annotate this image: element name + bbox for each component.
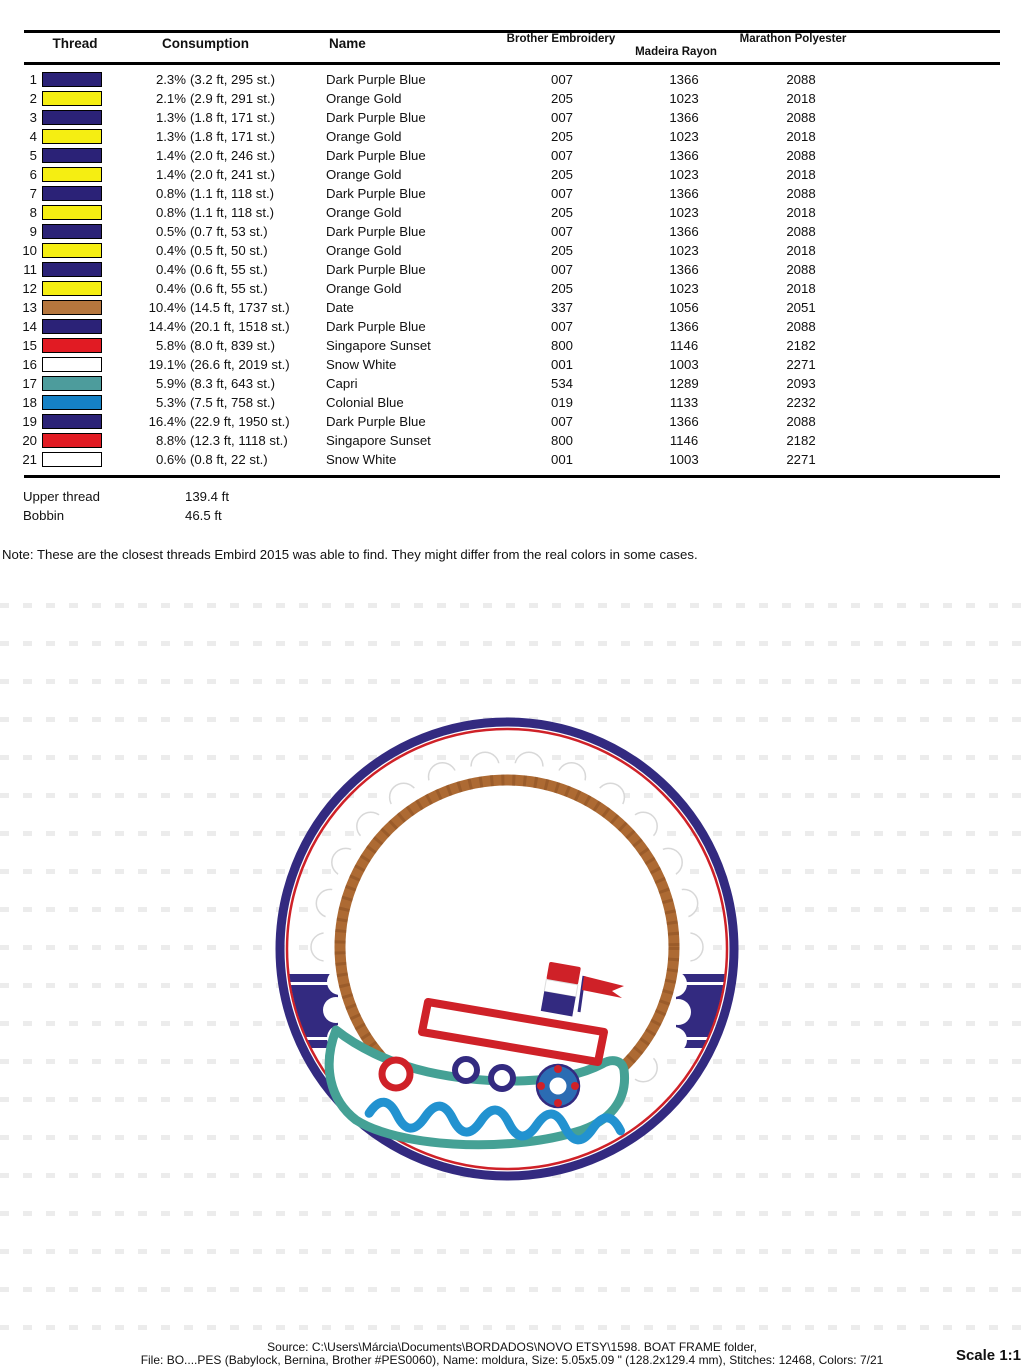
consumption-cell: 16.4% (22.9 ft, 1950 st.) <box>148 414 290 429</box>
thread-color-swatch <box>42 414 102 429</box>
table-row <box>0 203 1024 222</box>
row-number: 14 <box>22 319 37 334</box>
embroidery-design-preview <box>272 714 742 1184</box>
brother-code-cell: 007 <box>550 110 573 125</box>
header-madeira-rayon: Madeira Rayon <box>635 46 717 58</box>
bobbin-label: Bobbin <box>23 508 65 523</box>
row-number: 6 <box>29 167 37 182</box>
marathon-code-cell: 2088 <box>786 148 816 163</box>
table-row <box>0 450 1024 469</box>
madeira-code-cell: 1023 <box>669 129 699 144</box>
footer-file-line: File: BO....PES (Babylock, Bernina, Brother #PES0060), Name: moldura, Size: 5.05x5.09 " (128.2x129.4 mm), Stitches: 12468, Colors: 7/21 <box>140 1353 884 1367</box>
note-text: Note: These are the closest threads Embird 2015 was able to find. They might differ from the real colors in some cases. <box>2 547 698 562</box>
table-row <box>0 127 1024 146</box>
row-number: 12 <box>22 281 37 296</box>
table-row <box>0 222 1024 241</box>
thread-color-swatch <box>42 281 102 296</box>
brother-code-cell: 205 <box>550 91 573 106</box>
thread-name-cell: Orange Gold <box>326 243 402 258</box>
marathon-code-cell: 2018 <box>786 129 816 144</box>
row-number: 15 <box>22 338 37 353</box>
row-number: 17 <box>22 376 37 391</box>
madeira-code-cell: 1366 <box>669 186 699 201</box>
thread-name-cell: Dark Purple Blue <box>326 262 426 277</box>
row-number: 21 <box>22 452 37 467</box>
bobbin-value: 46.5 ft <box>185 508 222 523</box>
header-marathon-polyester: Marathon Polyester <box>739 33 847 45</box>
thread-color-swatch <box>42 262 102 277</box>
row-number: 13 <box>22 300 37 315</box>
table-row <box>0 412 1024 431</box>
brother-code-cell: 800 <box>550 338 573 353</box>
thread-name-cell: Dark Purple Blue <box>326 414 426 429</box>
row-number: 3 <box>29 110 37 125</box>
thread-color-swatch <box>42 338 102 353</box>
marathon-code-cell: 2018 <box>786 167 816 182</box>
row-number: 10 <box>22 243 37 258</box>
brother-code-cell: 007 <box>550 72 573 87</box>
madeira-code-cell: 1366 <box>669 319 699 334</box>
marathon-code-cell: 2088 <box>786 72 816 87</box>
table-row <box>0 336 1024 355</box>
row-number: 18 <box>22 395 37 410</box>
table-row <box>0 146 1024 165</box>
thread-color-swatch <box>42 319 102 334</box>
marathon-code-cell: 2088 <box>786 186 816 201</box>
marathon-code-cell: 2271 <box>786 452 816 467</box>
porthole <box>455 1059 477 1081</box>
consumption-cell: 1.3% (1.8 ft, 171 st.) <box>155 129 276 144</box>
table-row <box>0 431 1024 450</box>
porthole <box>491 1067 513 1089</box>
brother-code-cell: 007 <box>550 224 573 239</box>
table-row <box>0 374 1024 393</box>
brother-code-cell: 007 <box>550 319 573 334</box>
consumption-cell: 1.3% (1.8 ft, 171 st.) <box>155 110 276 125</box>
thread-name-cell: Dark Purple Blue <box>326 224 426 239</box>
thread-name-cell: Snow White <box>326 357 397 372</box>
consumption-cell: 0.8% (1.1 ft, 118 st.) <box>155 186 275 201</box>
table-row <box>0 165 1024 184</box>
table-row <box>0 279 1024 298</box>
madeira-code-cell: 1133 <box>669 395 699 410</box>
thread-color-swatch <box>42 433 102 448</box>
thread-name-cell: Snow White <box>326 452 397 467</box>
footer-source-line: Source: C:\Users\Márcia\Documents\BORDADOS\NOVO ETSY\1598. BOAT FRAME folder, <box>267 1340 757 1354</box>
thread-name-cell: Colonial Blue <box>326 395 404 410</box>
madeira-code-cell: 1366 <box>669 414 699 429</box>
brother-code-cell: 001 <box>550 357 573 372</box>
consumption-cell: 0.8% (1.1 ft, 118 st.) <box>155 205 275 220</box>
header-consumption: Consumption <box>162 36 249 51</box>
hull-porthole-ring <box>382 1060 410 1088</box>
thread-color-swatch <box>42 72 102 87</box>
madeira-code-cell: 1003 <box>669 452 699 467</box>
brother-code-cell: 337 <box>550 300 573 315</box>
brother-code-cell: 205 <box>550 167 573 182</box>
consumption-cell: 0.4% (0.6 ft, 55 st.) <box>155 281 268 296</box>
consumption-cell: 14.4% (20.1 ft, 1518 st.) <box>148 319 290 334</box>
thread-color-swatch <box>42 243 102 258</box>
marathon-code-cell: 2182 <box>786 338 816 353</box>
table-row <box>0 108 1024 127</box>
consumption-cell: 2.1% (2.9 ft, 291 st.) <box>155 91 276 106</box>
consumption-cell: 0.5% (0.7 ft, 53 st.) <box>155 224 268 239</box>
thread-name-cell: Date <box>326 300 354 315</box>
brother-code-cell: 534 <box>550 376 573 391</box>
thread-name-cell: Orange Gold <box>326 167 402 182</box>
header-brother-embroidery: Brother Embroidery <box>506 33 616 45</box>
thread-name-cell: Dark Purple Blue <box>326 319 426 334</box>
table-body <box>0 70 1024 469</box>
brother-code-cell: 205 <box>550 281 573 296</box>
consumption-cell: 5.3% (7.5 ft, 758 st.) <box>155 395 276 410</box>
thread-color-swatch <box>42 395 102 410</box>
consumption-cell: 0.4% (0.5 ft, 50 st.) <box>155 243 268 258</box>
thread-name-cell: Capri <box>326 376 358 391</box>
table-header-rule <box>24 62 1000 65</box>
row-number: 2 <box>29 91 37 106</box>
madeira-code-cell: 1003 <box>669 357 699 372</box>
brother-code-cell: 205 <box>550 205 573 220</box>
bobbin-total <box>23 508 222 523</box>
marathon-code-cell: 2088 <box>786 319 816 334</box>
row-number: 19 <box>22 414 37 429</box>
marathon-code-cell: 2088 <box>786 110 816 125</box>
upper-thread-value: 139.4 ft <box>185 489 229 504</box>
consumption-cell: 19.1% (26.6 ft, 2019 st.) <box>148 357 290 372</box>
brother-code-cell: 007 <box>550 186 573 201</box>
table-bottom-rule <box>24 475 1000 478</box>
madeira-code-cell: 1023 <box>669 243 699 258</box>
table-row <box>0 298 1024 317</box>
consumption-cell: 8.8% (12.3 ft, 1118 st.) <box>155 433 288 448</box>
table-row <box>0 184 1024 203</box>
upper-thread-total <box>23 489 229 504</box>
marathon-code-cell: 2088 <box>786 262 816 277</box>
lifebuoy <box>537 1065 579 1107</box>
thread-name-cell: Singapore Sunset <box>326 433 431 448</box>
marathon-code-cell: 2018 <box>786 205 816 220</box>
consumption-cell: 1.4% (2.0 ft, 246 st.) <box>155 148 276 163</box>
thread-name-cell: Orange Gold <box>326 205 402 220</box>
row-number: 8 <box>29 205 37 220</box>
table-row <box>0 355 1024 374</box>
thread-color-swatch <box>42 452 102 467</box>
madeira-code-cell: 1023 <box>669 281 699 296</box>
thread-name-cell: Dark Purple Blue <box>326 186 426 201</box>
thread-color-swatch <box>42 167 102 182</box>
header-thread: Thread <box>52 36 98 51</box>
thread-color-swatch <box>42 110 102 125</box>
marathon-code-cell: 2088 <box>786 414 816 429</box>
row-number: 1 <box>29 72 37 87</box>
thread-name-cell: Singapore Sunset <box>326 338 431 353</box>
madeira-code-cell: 1366 <box>669 110 699 125</box>
thread-name-cell: Dark Purple Blue <box>326 72 426 87</box>
thread-color-swatch <box>42 129 102 144</box>
brother-code-cell: 019 <box>550 395 573 410</box>
row-number: 20 <box>22 433 37 448</box>
madeira-code-cell: 1366 <box>669 148 699 163</box>
madeira-code-cell: 1366 <box>669 224 699 239</box>
marathon-code-cell: 2051 <box>786 300 816 315</box>
marathon-code-cell: 2093 <box>786 376 816 391</box>
row-number: 11 <box>23 262 37 277</box>
consumption-cell: 5.9% (8.3 ft, 643 st.) <box>155 376 276 391</box>
marathon-code-cell: 2018 <box>786 91 816 106</box>
brother-code-cell: 205 <box>550 243 573 258</box>
thread-color-swatch <box>42 224 102 239</box>
scale-label: Scale 1:1 <box>950 1347 1021 1364</box>
thread-name-cell: Orange Gold <box>326 91 402 106</box>
madeira-code-cell: 1146 <box>669 433 699 448</box>
table-row <box>0 317 1024 336</box>
marathon-code-cell: 2018 <box>786 281 816 296</box>
thread-color-swatch <box>42 148 102 163</box>
consumption-cell: 2.3% (3.2 ft, 295 st.) <box>155 72 276 87</box>
upper-thread-label: Upper thread <box>23 489 100 504</box>
brother-code-cell: 800 <box>550 433 573 448</box>
consumption-cell: 1.4% (2.0 ft, 241 st.) <box>155 167 276 182</box>
madeira-code-cell: 1056 <box>669 300 699 315</box>
thread-color-swatch <box>42 186 102 201</box>
marathon-code-cell: 2088 <box>786 224 816 239</box>
header-name: Name <box>329 36 366 51</box>
thread-color-swatch <box>42 357 102 372</box>
row-number: 9 <box>29 224 37 239</box>
brother-code-cell: 007 <box>550 262 573 277</box>
table-row <box>0 89 1024 108</box>
row-number: 5 <box>29 148 37 163</box>
thread-name-cell: Dark Purple Blue <box>326 110 426 125</box>
madeira-code-cell: 1023 <box>669 91 699 106</box>
marathon-code-cell: 2271 <box>786 357 816 372</box>
marathon-code-cell: 2232 <box>786 395 816 410</box>
madeira-code-cell: 1366 <box>669 262 699 277</box>
consumption-cell: 10.4% (14.5 ft, 1737 st.) <box>148 300 290 315</box>
marathon-code-cell: 2182 <box>786 433 816 448</box>
thread-name-cell: Orange Gold <box>326 281 402 296</box>
brother-code-cell: 001 <box>550 452 573 467</box>
table-row <box>0 260 1024 279</box>
row-number: 16 <box>22 357 37 372</box>
madeira-code-cell: 1023 <box>669 205 699 220</box>
madeira-code-cell: 1023 <box>669 167 699 182</box>
row-number: 4 <box>29 129 37 144</box>
brother-code-cell: 007 <box>550 414 573 429</box>
madeira-code-cell: 1146 <box>669 338 699 353</box>
thread-name-cell: Orange Gold <box>326 129 402 144</box>
table-row <box>0 241 1024 260</box>
brother-code-cell: 007 <box>550 148 573 163</box>
consumption-cell: 0.6% (0.8 ft, 22 st.) <box>155 452 268 467</box>
marathon-code-cell: 2018 <box>786 243 816 258</box>
thread-name-cell: Dark Purple Blue <box>326 148 426 163</box>
row-number: 7 <box>29 186 37 201</box>
thread-color-swatch <box>42 300 102 315</box>
madeira-code-cell: 1289 <box>669 376 699 391</box>
brother-code-cell: 205 <box>550 129 573 144</box>
table-row <box>0 70 1024 89</box>
thread-color-swatch <box>42 205 102 220</box>
consumption-cell: 5.8% (8.0 ft, 839 st.) <box>155 338 276 353</box>
table-row <box>0 393 1024 412</box>
madeira-code-cell: 1366 <box>669 72 699 87</box>
consumption-cell: 0.4% (0.6 ft, 55 st.) <box>155 262 268 277</box>
thread-color-swatch <box>42 91 102 106</box>
thread-color-swatch <box>42 376 102 391</box>
